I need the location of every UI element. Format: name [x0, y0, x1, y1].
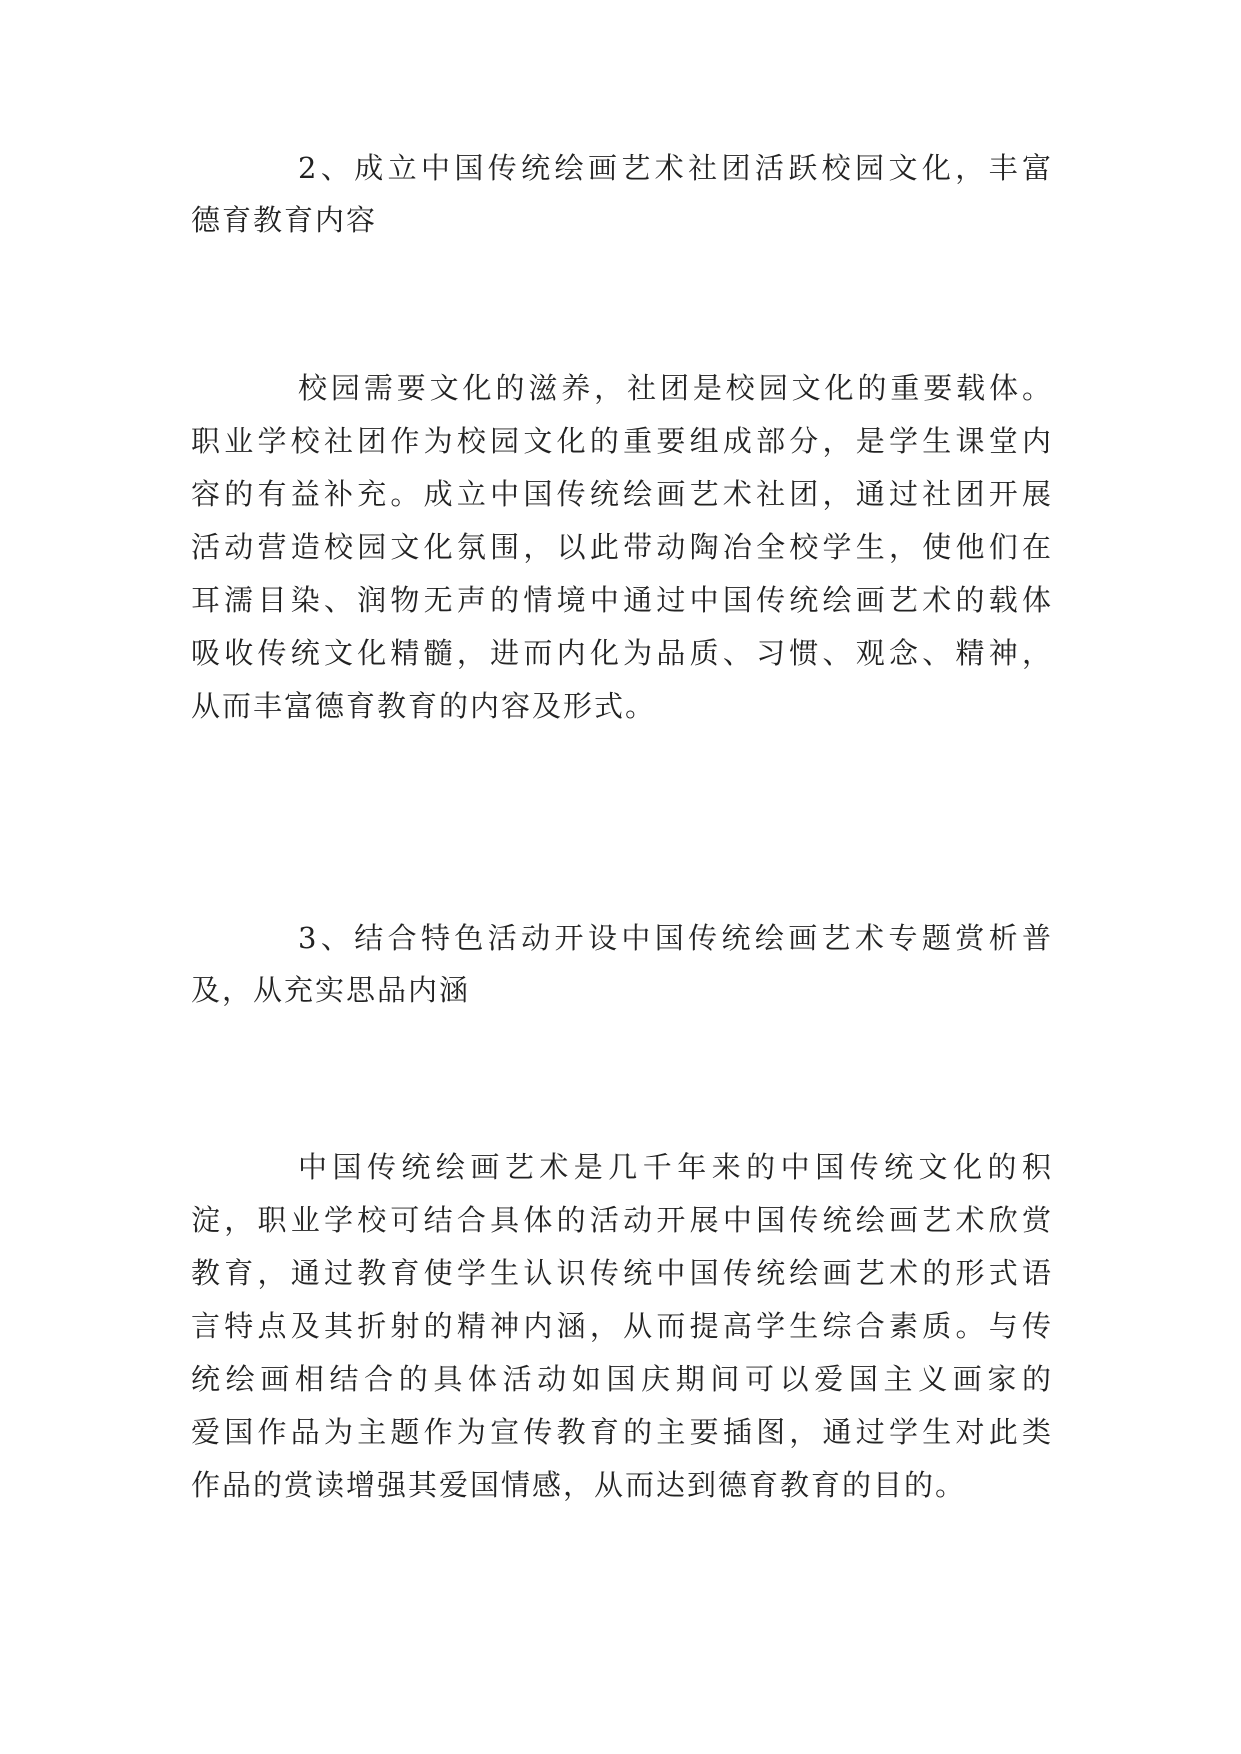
paragraph-1-line-2: 职业学校社团作为校园文化的重要组成部分，是学生课堂内	[191, 424, 1051, 458]
paragraph-1-line-4: 活动营造校园文化氛围，以此带动陶冶全校学生，使他们在	[191, 530, 1051, 564]
paragraph-2-line-7: 作品的赏读增强其爱国情感，从而达到德育教育的目的。	[191, 1468, 967, 1502]
paragraph-2-line-3: 教育，通过教育使学生认识传统中国传统绘画艺术的形式语	[191, 1256, 1051, 1290]
section-heading-2-line-2: 德育教育内容	[191, 203, 378, 237]
paragraph-2-line-5: 统绘画相结合的具体活动如国庆期间可以爱国主义画家的	[191, 1362, 1051, 1396]
paragraph-2-line-2: 淀，职业学校可结合具体的活动开展中国传统绘画艺术欣赏	[191, 1203, 1051, 1237]
paragraph-1-line-6: 吸收传统文化精髓，进而内化为品质、习惯、观念、精神，	[191, 636, 1051, 670]
section-heading-2-line-1: 2、成立中国传统绘画艺术社团活跃校园文化，丰富	[298, 151, 1051, 185]
paragraph-2-line-6: 爱国作品为主题作为宣传教育的主要插图，通过学生对此类	[191, 1415, 1051, 1449]
paragraph-2-line-1: 中国传统绘画艺术是几千年来的中国传统文化的积	[298, 1150, 1051, 1184]
paragraph-1-line-7: 从而丰富德育教育的内容及形式。	[191, 689, 657, 723]
paragraph-1-line-1: 校园需要文化的滋养，社团是校园文化的重要载体。	[298, 371, 1051, 405]
section-heading-3-line-1: 3、结合特色活动开设中国传统绘画艺术专题赏析普	[298, 921, 1051, 955]
paragraph-1-line-5: 耳濡目染、润物无声的情境中通过中国传统绘画艺术的载体	[191, 583, 1051, 617]
section-heading-3-line-2: 及，从充实思品内涵	[191, 973, 471, 1007]
paragraph-2-line-4: 言特点及其折射的精神内涵，从而提高学生综合素质。与传	[191, 1309, 1051, 1343]
paragraph-1-line-3: 容的有益补充。成立中国传统绘画艺术社团，通过社团开展	[191, 477, 1051, 511]
